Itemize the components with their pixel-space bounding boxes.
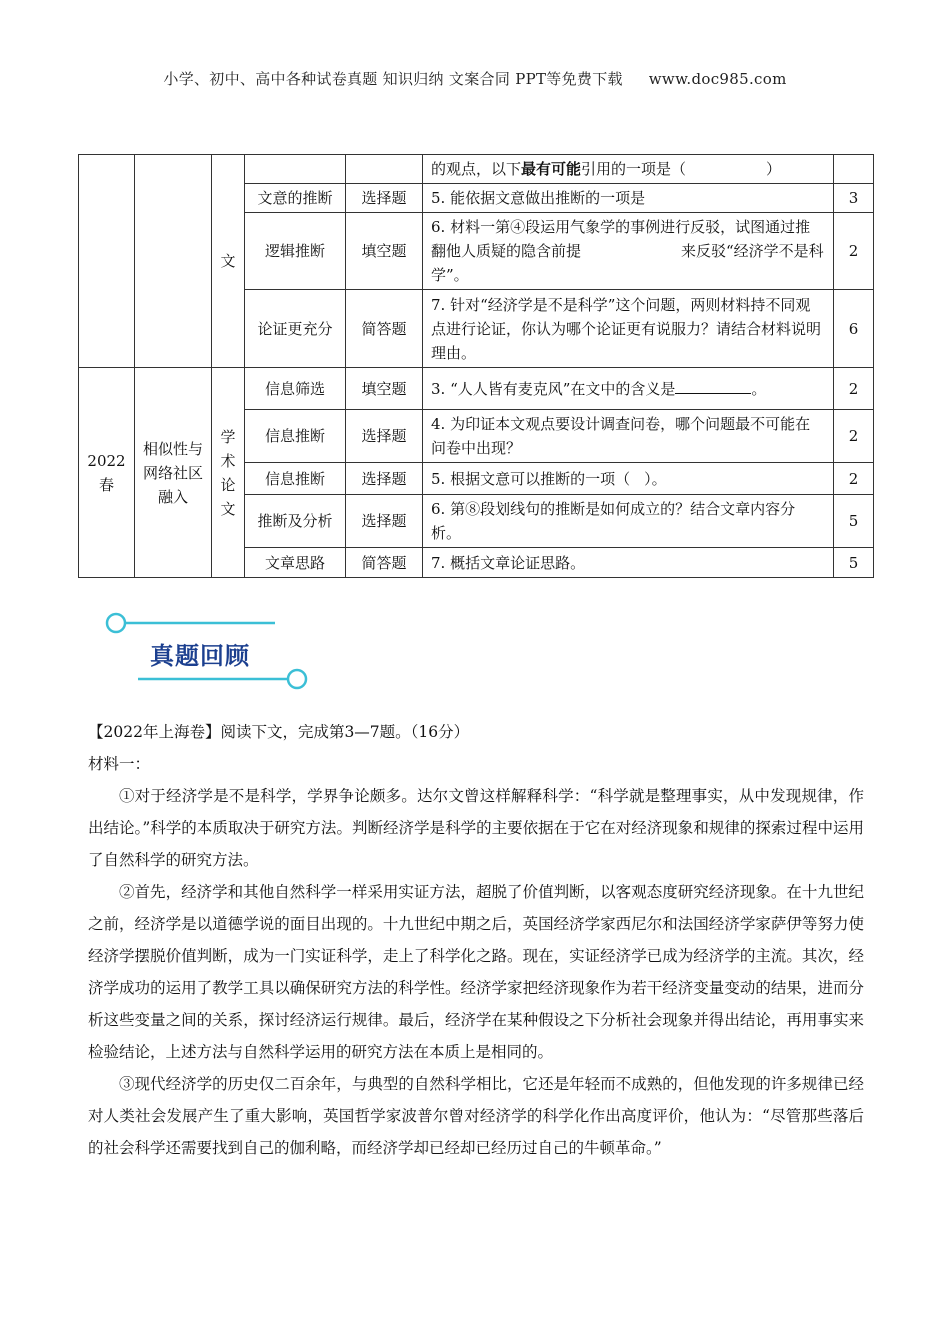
cell-ability: 文意的推断 (245, 184, 346, 213)
cell-score: 3 (834, 184, 874, 213)
cell-score: 2 (834, 213, 874, 290)
cell-qtype: 选择题 (346, 463, 423, 495)
exam-table (78, 154, 874, 578)
cell-score: 6 (834, 290, 874, 368)
cell-question: 5. 能依据文意做出推断的一项是 (423, 184, 834, 213)
cell-question: 6. 第⑧段划线句的推断是如何成立的？结合文章内容分析。 (423, 495, 834, 548)
answer-blank (675, 379, 751, 394)
cell-ability: 信息推断 (245, 410, 346, 463)
table-row (79, 155, 874, 184)
cell-ability: 论证更充分 (245, 290, 346, 368)
section-title: 真题回顾 (150, 642, 250, 670)
material-label: 材料一： (88, 755, 151, 773)
cell-qtype: 简答题 (346, 290, 423, 368)
cell-question: 的观点，以下最有可能引用的一项是（ ） (423, 155, 834, 184)
cell-question: 6. 材料一第④段运用气象学的事例进行反驳，试图通过推翻他人质疑的隐含前提 来反驳“经济学不是科学”。 (423, 213, 834, 290)
cell-qtype: 选择题 (346, 410, 423, 463)
cell-question: 3. “人人皆有麦克风”在文中的含义是 。 (423, 368, 834, 410)
header-url[interactable]: www.doc985.com (648, 70, 787, 88)
page-header (0, 68, 950, 89)
cell-topic: 相似性与网络社区融入 (135, 368, 212, 578)
cell-score: 2 (834, 368, 874, 410)
cell-score: 5 (834, 495, 874, 548)
paragraph-1: ①对于经济学是不是科学，学界争论颇多。达尔文曾这样解释科学：“科学就是整理事实，从中发现规律，作出结论。”科学的本质取决于研究方法。判断经济学是科学的主要依据在于它在对经济现象和规律的探索过程中运用了自然科学的研究方法。 (88, 787, 864, 869)
cell-qtype: 选择题 (346, 184, 423, 213)
table-row (79, 368, 874, 410)
cell-ability: 信息筛选 (245, 368, 346, 410)
cell-question: 7. 概括文章论证思路。 (423, 548, 834, 578)
cell-year: 2022春 (79, 368, 135, 578)
reading-passage (88, 716, 864, 1164)
cell-question: 4. 为印证本文观点要设计调查问卷，哪个问题最不可能在问卷中出现？ (423, 410, 834, 463)
cell-ability: 推断及分析 (245, 495, 346, 548)
cell-empty (346, 155, 423, 184)
cell-score: 2 (834, 410, 874, 463)
cell-ability: 文章思路 (245, 548, 346, 578)
cell-topic-empty (135, 155, 212, 368)
cell-empty (245, 155, 346, 184)
cell-score: 5 (834, 548, 874, 578)
cell-type-wen: 文 (212, 155, 245, 368)
cell-question: 5. 根据文意可以推断的一项（ ）。 (423, 463, 834, 495)
cell-ability: 信息推断 (245, 463, 346, 495)
header-text: 小学、初中、高中各种试卷真题 知识归纳 文案合同 PPT等免费下载 (163, 70, 623, 88)
cell-type: 学术论文 (212, 368, 245, 578)
cell-empty (834, 155, 874, 184)
passage-intro: 【2022年上海卷】阅读下文，完成第3—7题。（16分） (88, 723, 470, 741)
cell-question: 7. 针对“经济学是不是科学”这个问题，两则材料持不同观点进行论证，你认为哪个论证更有说服力？请结合材料说明理由。 (423, 290, 834, 368)
cell-year-empty (79, 155, 135, 368)
cell-qtype: 填空题 (346, 368, 423, 410)
cell-qtype: 简答题 (346, 548, 423, 578)
paragraph-3: ③现代经济学的历史仅二百余年，与典型的自然科学相比，它还是年轻而不成熟的，但他发现的许多规律已经对人类社会发展产生了重大影响，英国哲学家波普尔曾对经济学的科学化作出高度评价，他认为：“尽管那些落后的社会科学还需要找到自己的伽利略，而经济学却已经却已经历过自己的牛顿革命。” (88, 1075, 864, 1157)
cell-ability: 逻辑推断 (245, 213, 346, 290)
cell-qtype: 填空题 (346, 213, 423, 290)
paragraph-2: ②首先，经济学和其他自然科学一样采用实证方法，超脱了价值判断，以客观态度研究经济现象。在十九世纪之前，经济学是以道德学说的面目出现的。十九世纪中期之后，英国经济学家西尼尔和法国经济学家萨伊等努力使经济学摆脱价值判断，成为一门实证科学，走上了科学化之路。现在，实证经济学已成为经济学的主流。其次，经济学成功的运用了教学工具以确保研究方法的科学性。经济学家把经济现象作为若干经济变量变动的结果，进而分析这些变量之间的关系，探讨经济运行规律。最后，经济学在某种假设之下分析社会现象并得出结论，再用事实来检验结论，上述方法与自然科学运用的研究方法在本质上是相同的。 (88, 883, 864, 1061)
section-logo (100, 606, 315, 696)
cell-qtype: 选择题 (346, 495, 423, 548)
cell-score: 2 (834, 463, 874, 495)
